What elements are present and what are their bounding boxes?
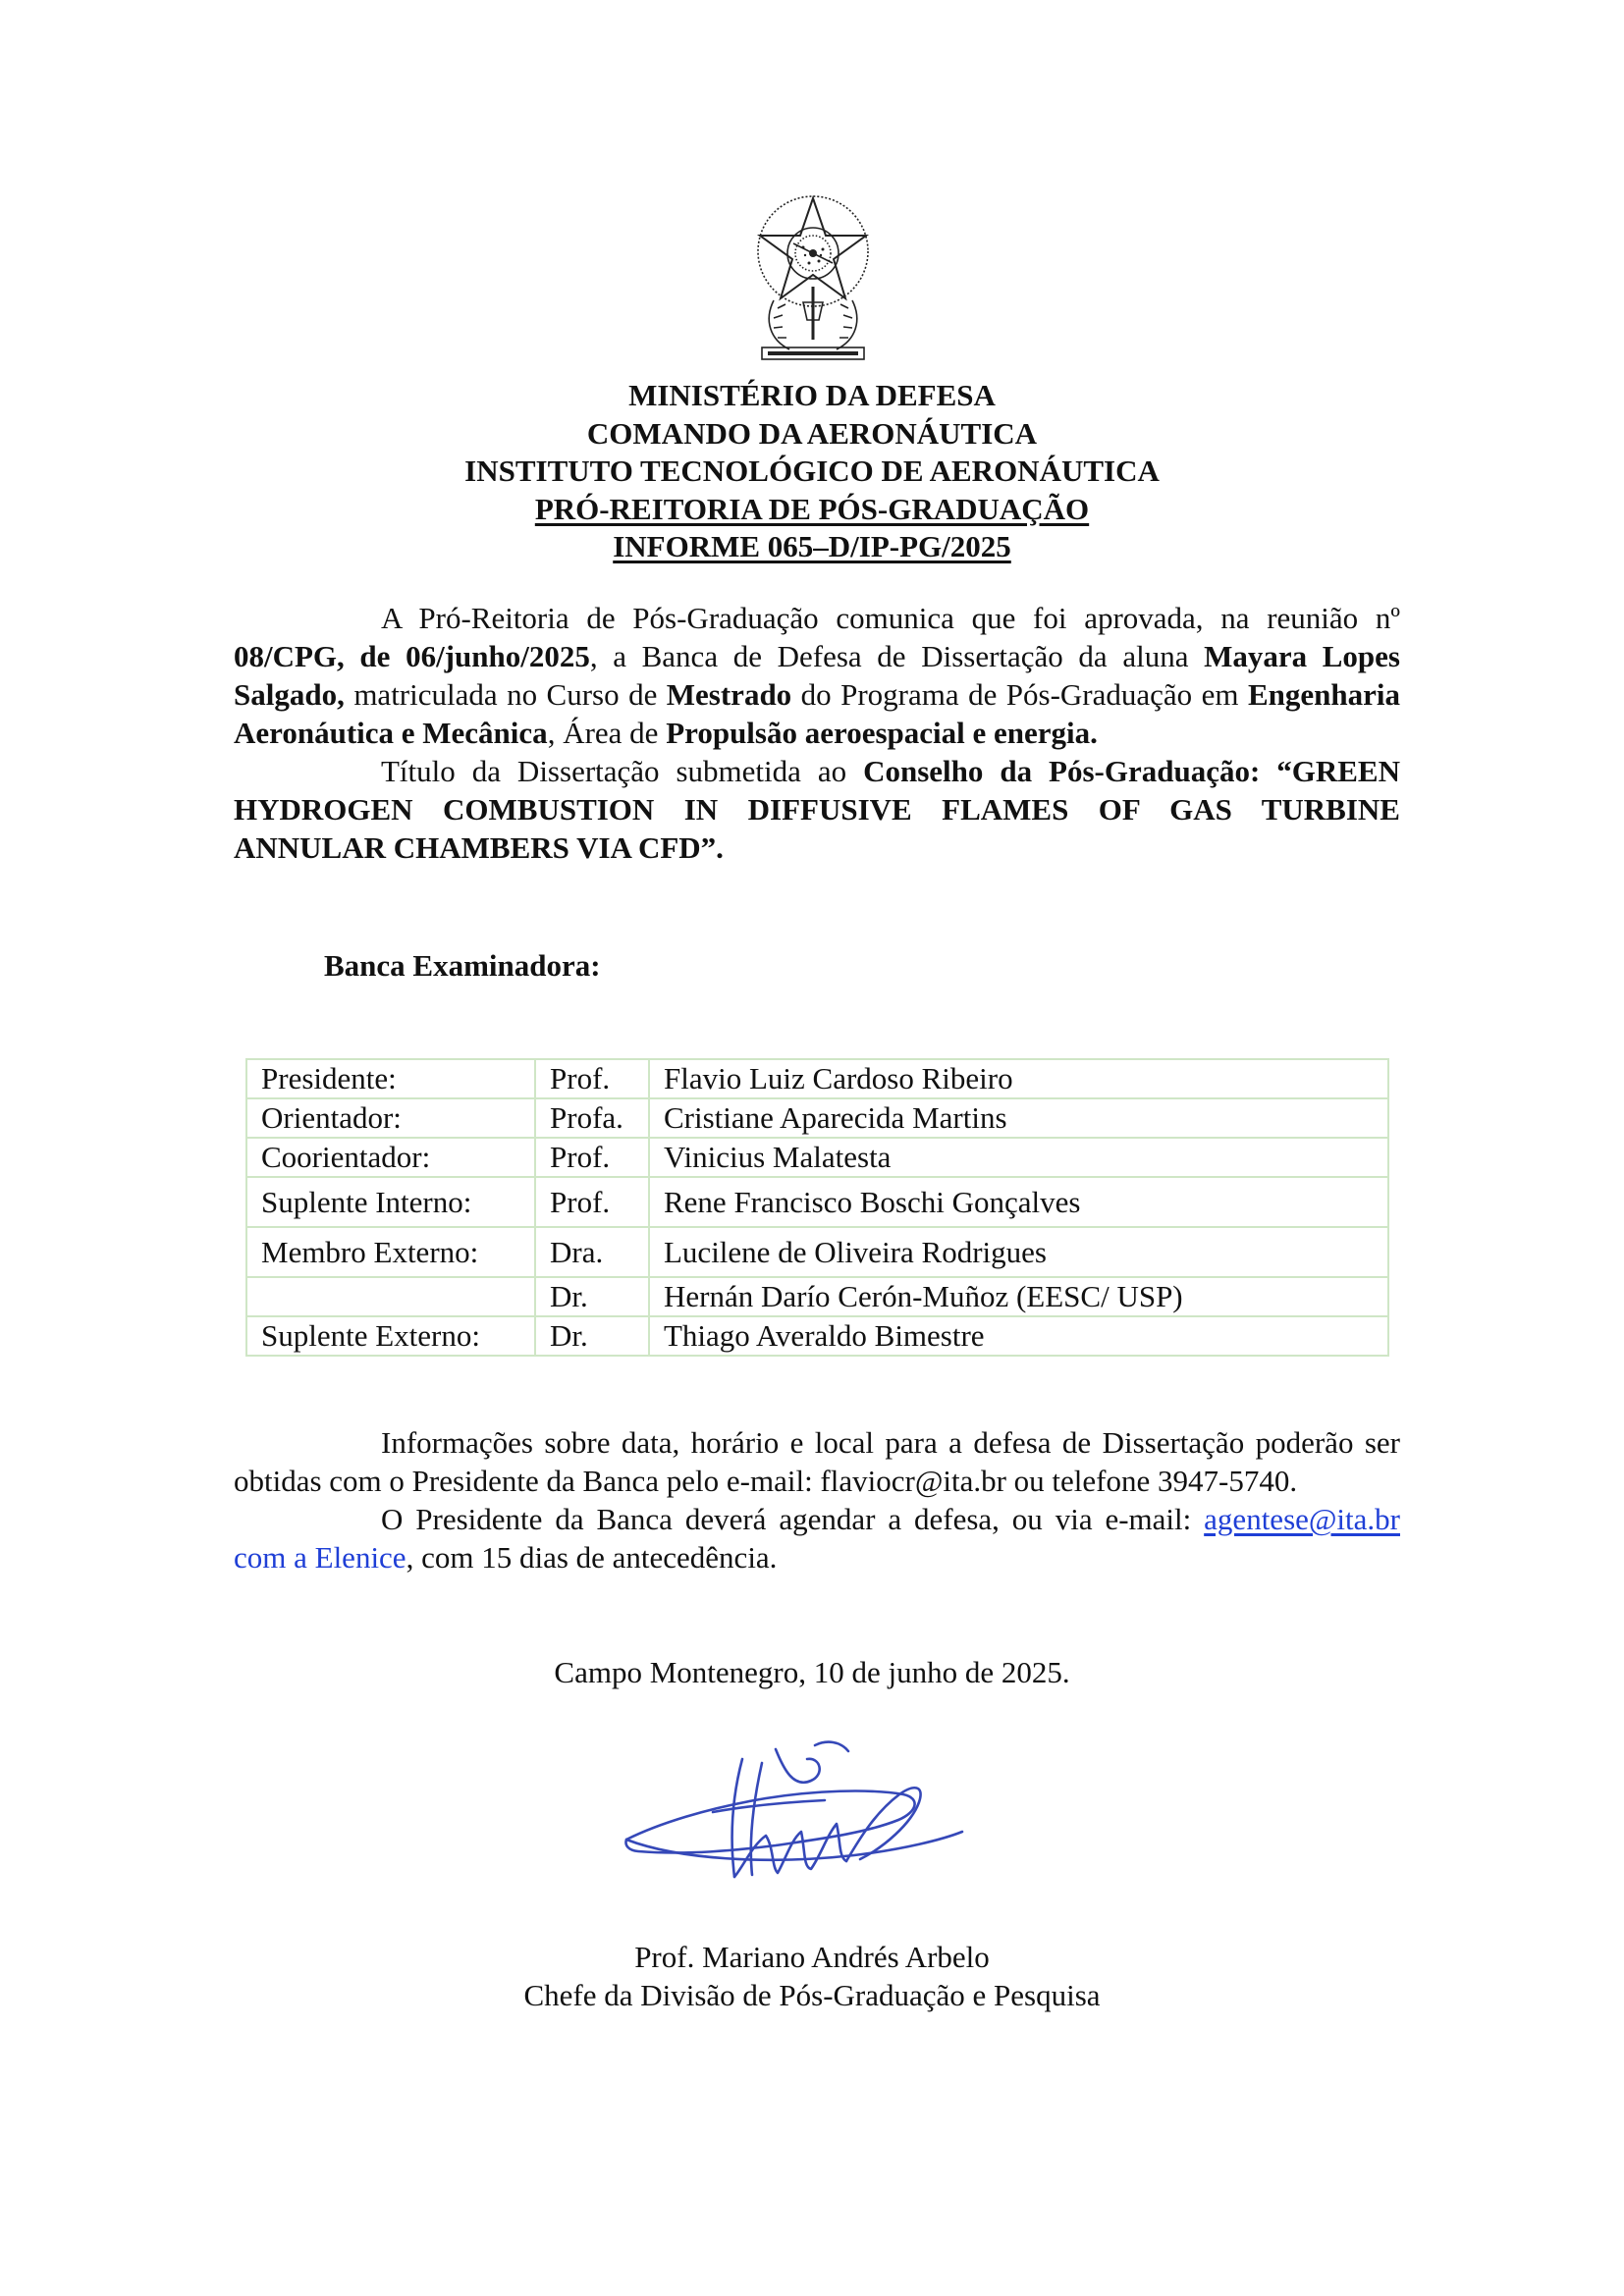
dissertation-title-paragraph: Título da Dissertação submetida ao Conselho da Pós-Graduação: “GREEN HYDROGEN COMBUSTION IN DIFFUSIVE FLAMES OF GAS TURBINE ANNULAR CHAMBERS VIA CFD”.	[234, 754, 1400, 865]
student-name: Mayara Lopes Salgado,	[234, 639, 1400, 712]
table-row	[246, 1227, 1388, 1277]
board-member-name: Thiago Averaldo Bimestre	[649, 1316, 1388, 1356]
dissertation-title: “GREEN HYDROGEN COMBUSTION IN DIFFUSIVE FLAMES OF GAS TURBINE ANNULAR CHAMBERS VIA CFD”.	[234, 754, 1400, 865]
board-title: Prof.	[535, 1059, 649, 1098]
signer-name: Prof. Mariano Andrés Arbelo	[634, 1940, 990, 1974]
board-title: Prof.	[535, 1138, 649, 1177]
board-title: Prof.	[535, 1177, 649, 1227]
board-member-name: Hernán Darío Cerón-Muñoz (EESC/ USP)	[649, 1277, 1388, 1316]
document-header	[0, 377, 1624, 566]
place-and-date: Campo Montenegro, 10 de junho de 2025.	[554, 1655, 1070, 1689]
program-name: Engenharia Aeronáutica e Mecânica	[234, 677, 1400, 750]
header-pro-rectory: PRÓ-REITORIA DE PÓS-GRADUAÇÃO	[534, 491, 1090, 526]
board-title: Dr.	[535, 1316, 649, 1356]
table-row	[246, 1316, 1388, 1356]
examination-board-table	[245, 1058, 1389, 1357]
board-role: Suplente Interno:	[246, 1177, 535, 1227]
announcement-body	[234, 599, 1400, 867]
area-name: Propulsão aeroespacial e energia.	[666, 716, 1098, 750]
table-row	[246, 1059, 1388, 1098]
meeting-reference: 08/CPG, de 06/junho/2025	[234, 639, 590, 673]
header-command: COMANDO DA AERONÁUTICA	[586, 415, 1038, 451]
elenice-link-text[interactable]: com a Elenice	[234, 1540, 406, 1575]
table-row	[246, 1177, 1388, 1227]
contact-paragraph: Informações sobre data, horário e local para a defesa de Dissertação poderão ser obtidas com o Presidente da Banca pelo e-mail: flaviocr@ita.br ou telefone 3947-5740.	[234, 1425, 1400, 1498]
table-row	[246, 1277, 1388, 1316]
board-member-name: Cristiane Aparecida Martins	[649, 1098, 1388, 1138]
board-title: Profa.	[535, 1098, 649, 1138]
course-name: Mestrado	[666, 677, 792, 712]
handwritten-signature	[619, 1730, 982, 1896]
board-member-name: Flavio Luiz Cardoso Ribeiro	[649, 1059, 1388, 1098]
banca-heading: Banca Examinadora:	[324, 948, 601, 983]
header-institute: INSTITUTO TECNOLÓGICO DE AERONÁUTICA	[464, 454, 1160, 488]
scheduling-paragraph: O Presidente da Banca deverá agendar a defesa, ou via e-mail: agentese@ita.br com a Elenice, com 15 dias de antecedência.	[234, 1502, 1400, 1575]
table-row	[246, 1098, 1388, 1138]
table-row	[246, 1138, 1388, 1177]
signer-block	[0, 1938, 1624, 2014]
board-member-name: Lucilene de Oliveira Rodrigues	[649, 1227, 1388, 1277]
coat-of-arms-emblem	[734, 192, 892, 371]
info-body	[234, 1423, 1400, 1576]
board-role: Coorientador:	[246, 1138, 535, 1177]
scheduling-email-link[interactable]: agentese@ita.br	[1204, 1502, 1400, 1536]
board-title: Dr.	[535, 1277, 649, 1316]
board-role: Membro Externo:	[246, 1227, 535, 1277]
board-role	[246, 1277, 535, 1316]
board-member-name: Rene Francisco Boschi Gonçalves	[649, 1177, 1388, 1227]
header-ministry: MINISTÉRIO DA DEFESA	[628, 378, 996, 412]
board-role: Suplente Externo:	[246, 1316, 535, 1356]
board-role: Orientador:	[246, 1098, 535, 1138]
signer-role: Chefe da Divisão de Pós-Graduação e Pesquisa	[523, 1978, 1101, 2012]
board-title: Dra.	[535, 1227, 649, 1277]
board-role: Presidente:	[246, 1059, 535, 1098]
announcement-paragraph: A Pró-Reitoria de Pós-Graduação comunica que foi aprovada, na reunião nº 08/CPG, de 06/junho/2025, a Banca de Defesa de Dissertação da aluna Mayara Lopes Salgado, matriculada no Curso de Mestrado do Programa de Pós-Graduação em Engenharia Aeronáutica e Mecânica, Área de Propulsão aeroespacial e energia.	[234, 601, 1400, 750]
board-member-name: Vinicius Malatesta	[649, 1138, 1388, 1177]
header-report-number: INFORME 065–D/IP-PG/2025	[613, 529, 1011, 563]
